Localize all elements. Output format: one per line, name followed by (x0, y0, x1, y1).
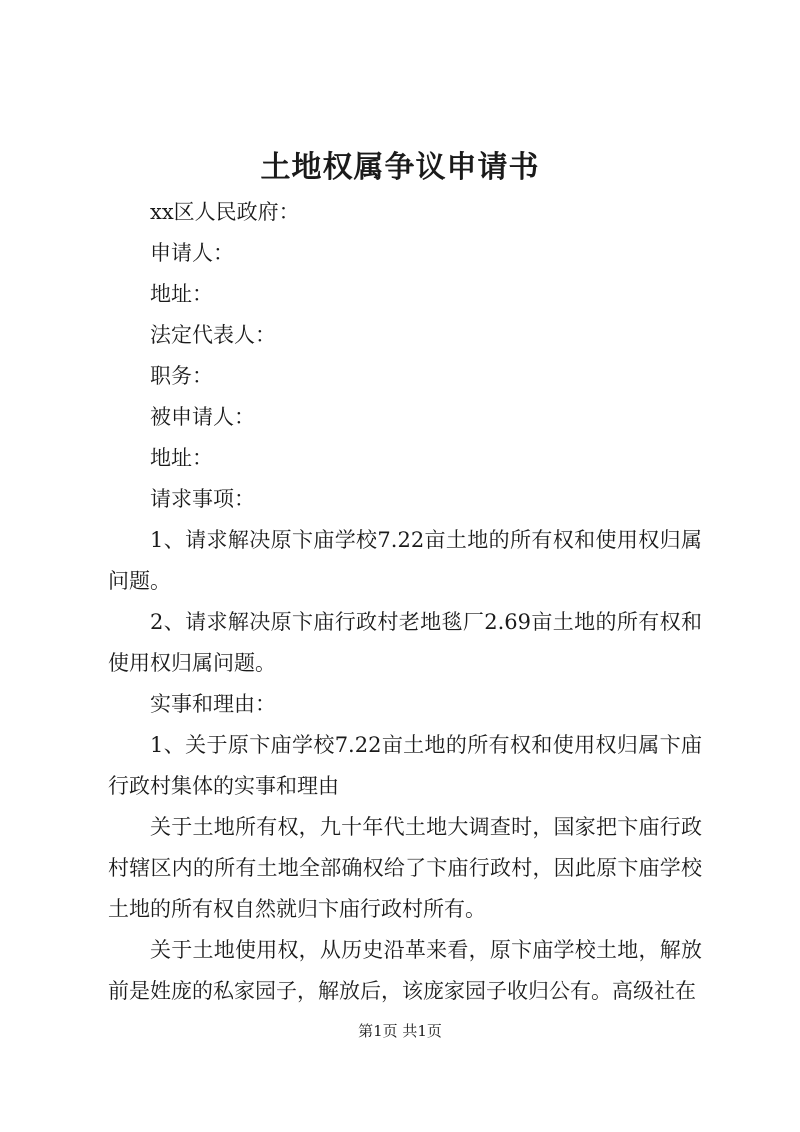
paragraph: 关于土地使用权，从历史沿革来看，原卞庙学校土地，解放前是姓庞的私家园子，解放后，该庞家园子收归公有。高级社在 (108, 938, 702, 1003)
paragraph: 实事和理由： (150, 692, 276, 716)
page-footer: 第1页 共1页 (358, 1022, 442, 1040)
document-body (108, 192, 702, 1012)
paragraph: 1、关于原卞庙学校7.22亩土地的所有权和使用权归属卞庙行政村集体的实事和理由 (108, 733, 702, 798)
paragraph: 被申请人： (150, 405, 255, 429)
paragraph: 地址： (150, 282, 213, 306)
document-title: 土地权属争议申请书 (260, 150, 540, 185)
paragraph: 请求事项： (150, 487, 255, 511)
paragraph: 地址： (150, 446, 213, 470)
paragraph: 关于土地所有权，九十年代土地大调查时，国家把卞庙行政村辖区内的所有土地全部确权给了卞庙行政村，因此原卞庙学校土地的所有权自然就归卞庙行政村所有。 (108, 815, 702, 921)
paragraph: xx区人民政府： (150, 200, 300, 224)
paragraph: 申请人： (150, 241, 234, 265)
paragraph: 职务： (150, 364, 213, 388)
paragraph: 2、请求解决原卞庙行政村老地毯厂2.69亩土地的所有权和使用权归属问题。 (108, 610, 702, 675)
paragraph: 法定代表人： (150, 323, 276, 347)
paragraph: 1、请求解决原卞庙学校7.22亩土地的所有权和使用权归属问题。 (108, 528, 702, 593)
